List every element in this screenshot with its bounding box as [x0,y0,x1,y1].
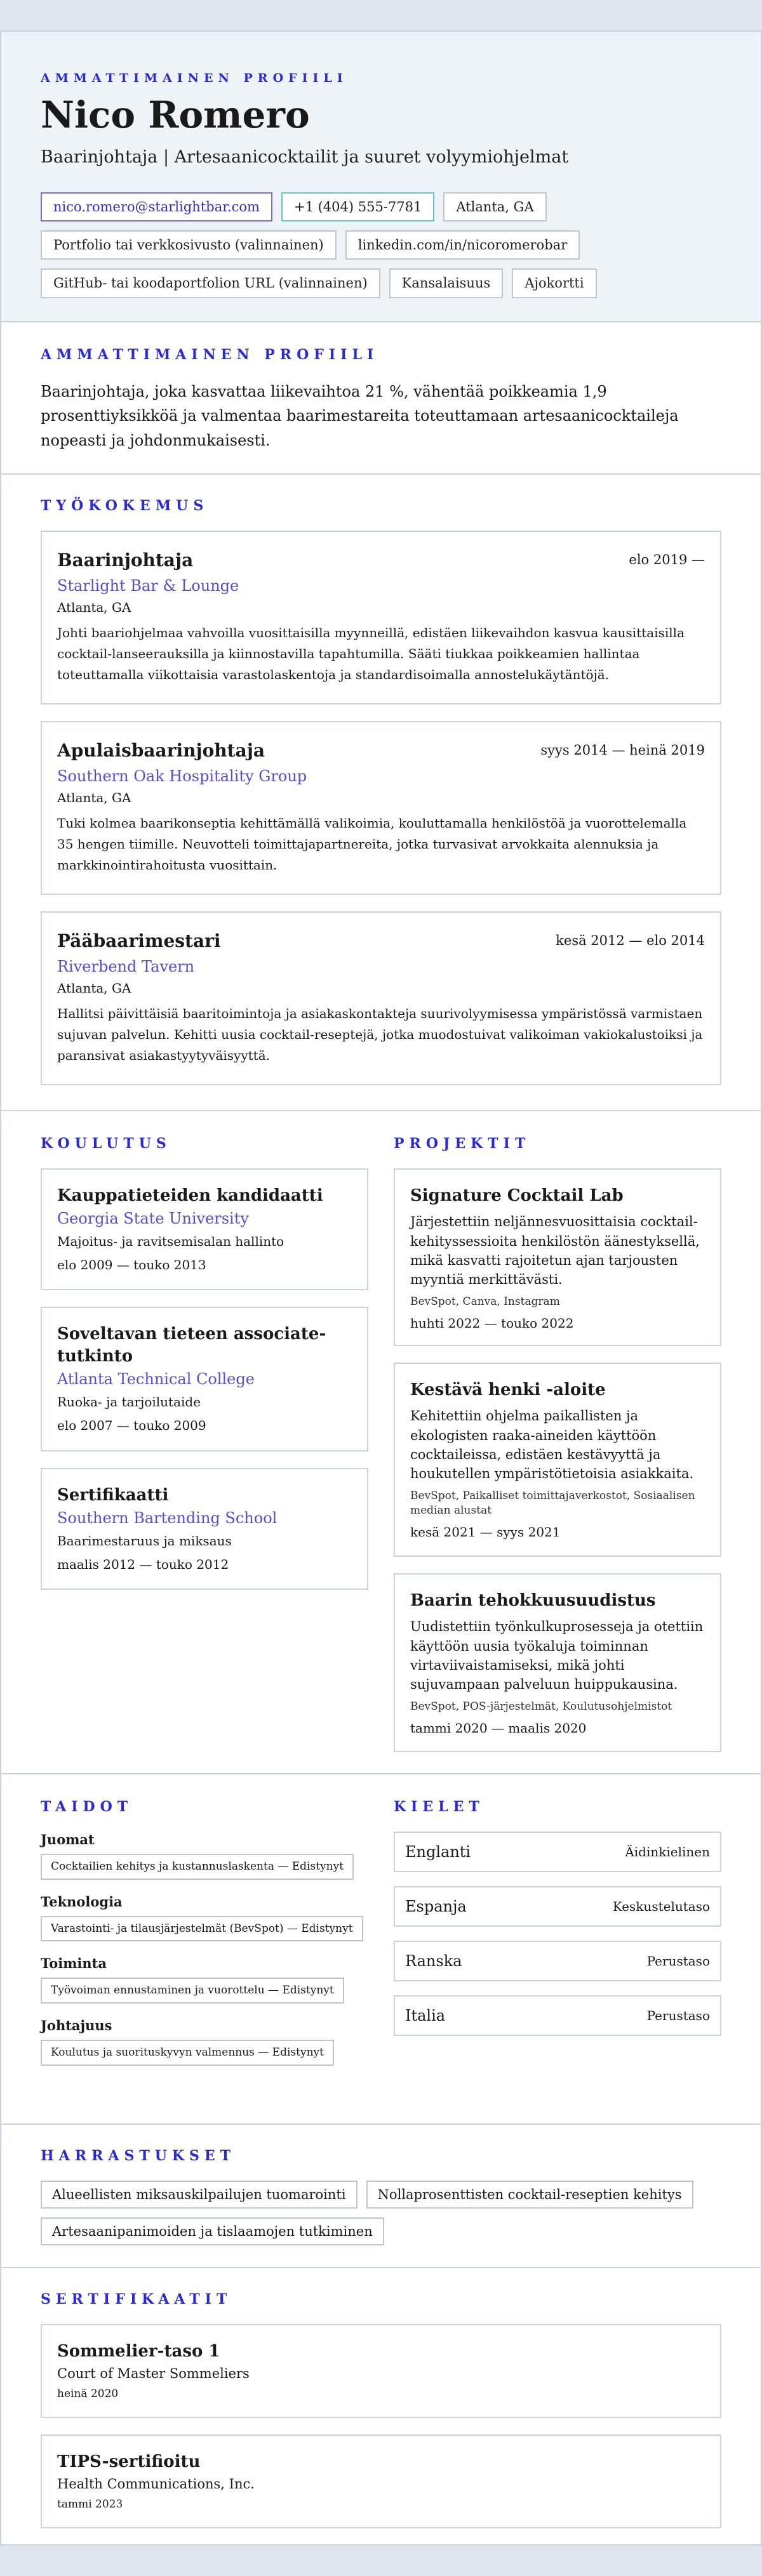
project-entry [394,1168,721,1346]
job-description: Johti baariohjelmaa vahvoilla vuosittaisilla myynneillä, edistäen liikevaihdon kasvua kausittaisilla cocktail-lanseerauksilla ja kiinnostavilla tapahtumilla. Sääti tiukkaa poikkeamien hallintaa toteuttamalla viikottaisia varastolaskentoja ja standardisoimalla annostelukäytäntöjä. [57,625,685,682]
degree-title: Kauppatieteiden kandidaatti [57,1186,323,1205]
job-description: Tuki kolmea baarikonseptia kehittämällä valikoimia, kouluttamalla henkilöstöä ja vuorottelemalla 35 hengen tiimille. Neuvotteli toimittajapartnereita, jotka turvasivat arvokkaita alennuksia ja markkinointirahoitusta vuosittain. [57,816,687,873]
school-name: Georgia State University [57,1210,249,1228]
education-entry [41,1468,368,1590]
candidate-headline: Baarinjohtaja | Artesaanicocktailit ja suuret volyymiohjelmat [41,147,569,167]
education-entry [41,1168,368,1290]
languages-column [394,1799,721,2098]
language-row [394,1886,721,1927]
language-name: Ranska [405,1952,462,1970]
project-tools: BevSpot, Paikalliset toimittajaverkostot, Sosiaalisen median alustat [410,1489,695,1517]
hobby-list [41,2181,721,2245]
job-location: Atlanta, GA [57,600,131,615]
job-company: Starlight Bar & Lounge [57,577,239,595]
skill-category: Teknologia [41,1893,123,1910]
contact-github[interactable]: GitHub- tai koodaportfolion URL (valinnainen) [41,268,380,298]
contact-email[interactable]: nico.romero@starlightbar.com [41,192,272,221]
language-level: Perustaso [646,1953,710,1969]
certifications-section [1,2268,761,2546]
languages-title: KIELET [394,1799,485,1815]
skill-category: Toiminta [41,1955,107,1972]
education-column [41,1135,368,1748]
skill-item: Koulutus ja suorituskyvyn valmennus — Edistynyt [41,2040,334,2066]
project-entry [394,1363,721,1557]
education-title: KOULUTUS [41,1135,171,1152]
language-level: Äidinkielinen [625,1844,710,1859]
certification-title: Sommelier-taso 1 [57,2342,220,2361]
education-entry [41,1307,368,1451]
project-description: Kehitettiin ohjelma paikallisten ja ekologisten raaka-aineiden käyttöön cocktaileissa, edistäen kestävyyttä ja houkutellen ympäristötietoisia asiakkaita. [410,1408,694,1482]
summary-section [1,322,761,475]
contact-portfolio[interactable]: Portfolio tai verkkosivusto (valinnainen) [41,230,337,260]
field-of-study: Majoitus- ja ravitsemisalan hallinto [57,1234,284,1250]
degree-title: Soveltavan tieteen associate-tutkinto [57,1324,326,1366]
language-name: Englanti [405,1843,471,1861]
language-row [394,1995,721,2036]
project-tools: BevSpot, POS-järjestelmät, Koulutusohjelmistot [410,1700,672,1713]
contact-linkedin[interactable]: linkedin.com/in/nicoromerobar [345,230,580,260]
header-eyebrow: AMMATTIMAINEN PROFIILI [41,71,348,85]
job-company: Southern Oak Hospitality Group [57,767,307,785]
field-of-study: Baarimestaruus ja miksaus [57,1533,232,1549]
certification-date: heinä 2020 [57,2388,119,2400]
project-description: Uudistettiin työnkulkuprosesseja ja otettiin käyttöön uusia työkaluja toiminnan virtaviivaistamiseksi, mikä johti sujuvampaan palveluun huippukausina. [410,1619,704,1693]
job-entry [41,911,721,1085]
contact-list [41,192,676,298]
field-of-study: Ruoka- ja tarjoilutaide [57,1394,201,1410]
certification-entry [41,2434,721,2528]
job-title: Pääbaarimestari [57,930,221,951]
project-dates: tammi 2020 — maalis 2020 [410,1720,587,1736]
contact-location: Atlanta, GA [443,192,546,221]
education-dates: elo 2007 — touko 2009 [57,1418,206,1434]
skill-item: Cocktailien kehitys ja kustannuslaskenta — Edistynyt [41,1854,354,1880]
project-title: Kestävä henki -aloite [410,1380,606,1399]
certification-title: TIPS-sertifioitu [57,2452,201,2471]
skills-title: TAIDOT [41,1799,133,1815]
projects-title: PROJEKTIT [394,1135,531,1152]
education-dates: maalis 2012 — touko 2012 [57,1557,229,1573]
hobby-item: Artesaanipanimoiden ja tislaamojen tutkiminen [41,2217,384,2245]
language-row [394,1941,721,1981]
summary-title: AMMATTIMAINEN PROFIILI [41,347,379,363]
projects-column [394,1135,721,1748]
summary-text: Baarinjohtaja, joka kasvattaa liikevaihtoa 21 %, vähentää poikkeamia 1,9 prosenttiyksikköä ja valmentaa baarimestareita toteuttamaan artesaanicocktaileja nopeasti ja johdonmukaisesti. [41,383,679,449]
experience-title: TYÖKOKEMUS [41,498,209,514]
experience-section [1,475,761,1111]
language-level: Keskustelutaso [612,1899,710,1914]
skill-category: Johtajuus [41,2017,112,2033]
hobbies-section [1,2125,761,2268]
project-dates: huhti 2022 — touko 2022 [410,1315,574,1331]
skill-item: Työvoiman ennustaminen ja vuorottelu — Edistynyt [41,1978,344,2004]
school-name: Southern Bartending School [57,1509,277,1528]
job-date: syys 2014 — heinä 2019 [540,743,705,758]
skill-category: Juomat [41,1832,95,1847]
education-projects-section [1,1111,761,1774]
hobby-item: Alueellisten miksauskilpailujen tuomarointi [41,2181,358,2209]
job-location: Atlanta, GA [57,981,131,996]
language-name: Espanja [405,1898,467,1915]
project-description: Järjestettiin neljännesvuosittaisia cocktail-kehityssessioita henkilöstön äänestyksellä, mikä kasvatti rajoitetun ajan tarjousten myyntiä merkittävästi. [410,1214,700,1288]
resume-card [0,30,762,2546]
job-date: kesä 2012 — elo 2014 [556,933,705,948]
language-name: Italia [405,2007,446,2024]
certifications-title: SERTIFIKAATIT [41,2291,232,2308]
job-company: Riverbend Tavern [57,958,195,975]
contact-drivers-license: Ajokortti [512,268,596,298]
job-entry [41,721,721,895]
language-level: Perustaso [646,2008,710,2023]
project-entry [394,1573,721,1752]
project-tools: BevSpot, Canva, Instagram [410,1295,560,1308]
hobby-item: Nollaprosenttisten cocktail-reseptien kehitys [366,2181,693,2209]
skills-languages-section [1,1774,761,2125]
project-title: Signature Cocktail Lab [410,1186,624,1205]
resume-header [1,32,761,322]
certification-entry [41,2324,721,2418]
contact-phone[interactable]: +1 (404) 555-7781 [281,192,434,221]
candidate-name: Nico Romero [41,93,310,136]
project-dates: kesä 2021 — syys 2021 [410,1524,561,1540]
project-title: Baarin tehokkuusuudistus [410,1591,656,1610]
job-date: elo 2019 — [629,552,705,567]
school-name: Atlanta Technical College [57,1370,255,1389]
contact-citizenship: Kansalaisuus [389,268,504,298]
hobbies-title: HARRASTUKSET [41,2148,236,2164]
education-dates: elo 2009 — touko 2013 [57,1257,206,1273]
job-title: Apulaisbaarinjohtaja [57,740,265,761]
degree-title: Sertifikaatti [57,1486,169,1505]
skills-column [41,1799,368,2098]
job-title: Baarinjohtaja [57,550,194,571]
language-row [394,1832,721,1872]
skill-item: Varastointi- ja tilausjärjestelmät (BevSpot) — Edistynyt [41,1916,363,1942]
job-location: Atlanta, GA [57,790,131,805]
certification-date: tammi 2023 [57,2498,123,2511]
job-entry [41,531,721,704]
certification-issuer: Court of Master Sommeliers [57,2366,250,2381]
certification-issuer: Health Communications, Inc. [57,2476,255,2492]
job-description: Hallitsi päivittäisiä baaritoimintoja ja asiakaskontakteja suurivolyymisessa ympäristössä varmistaen sujuvan palvelun. Kehitti uusia cocktail-reseptejä, jotka muodostuivat valikoiman vakiokalustoiksi ja paransivat asiakastyytyväisyyttä. [57,1006,703,1063]
